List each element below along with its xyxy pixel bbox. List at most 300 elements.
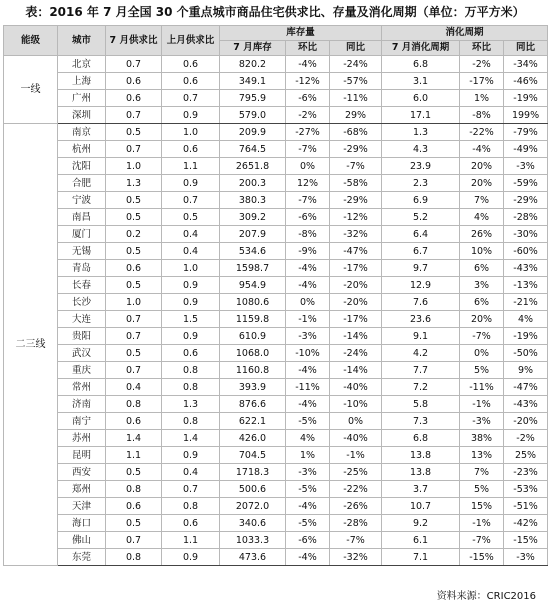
city-cell: 合肥 <box>58 175 106 192</box>
city-cell: 贵阳 <box>58 328 106 345</box>
value-cell: 3% <box>460 277 504 294</box>
value-cell: 0.6 <box>106 73 162 90</box>
value-cell: 1.1 <box>162 158 220 175</box>
value-cell: 0% <box>330 413 382 430</box>
value-cell: -8% <box>460 107 504 124</box>
value-cell: 0.9 <box>162 294 220 311</box>
value-cell: 704.5 <box>220 447 286 464</box>
table-row <box>4 73 548 90</box>
value-cell: 1.0 <box>106 294 162 311</box>
city-cell: 青岛 <box>58 260 106 277</box>
value-cell: -22% <box>330 481 382 498</box>
table-row <box>4 549 548 566</box>
value-cell: -11% <box>460 379 504 396</box>
value-cell: 1068.0 <box>220 345 286 362</box>
value-cell: 10.7 <box>382 498 460 515</box>
value-cell: 6.1 <box>382 532 460 549</box>
value-cell: 2651.8 <box>220 158 286 175</box>
value-cell: 12.9 <box>382 277 460 294</box>
value-cell: 4% <box>504 311 548 328</box>
table-row <box>4 192 548 209</box>
value-cell: 0.7 <box>106 107 162 124</box>
value-cell: 0.7 <box>162 192 220 209</box>
value-cell: -8% <box>286 226 330 243</box>
value-cell: 207.9 <box>220 226 286 243</box>
value-cell: -1% <box>286 311 330 328</box>
value-cell: 1.0 <box>106 158 162 175</box>
tier-cell: 二三线 <box>4 124 58 566</box>
table-row <box>4 498 548 515</box>
value-cell: -7% <box>286 192 330 209</box>
city-cell: 北京 <box>58 56 106 73</box>
header-tier: 能级 <box>4 26 58 56</box>
value-cell: 25% <box>504 447 548 464</box>
value-cell: 393.9 <box>220 379 286 396</box>
city-cell: 海口 <box>58 515 106 532</box>
value-cell: -28% <box>330 515 382 532</box>
city-cell: 武汉 <box>58 345 106 362</box>
header-inventory-mom: 环比 <box>286 41 330 56</box>
table-row <box>4 175 548 192</box>
value-cell: -79% <box>504 124 548 141</box>
value-cell: -7% <box>330 532 382 549</box>
value-cell: 0.9 <box>162 328 220 345</box>
table-row <box>4 260 548 277</box>
value-cell: -19% <box>504 90 548 107</box>
value-cell: 0.9 <box>162 447 220 464</box>
value-cell: -47% <box>330 243 382 260</box>
value-cell: 4.3 <box>382 141 460 158</box>
header-city: 城市 <box>58 26 106 56</box>
value-cell: -26% <box>330 498 382 515</box>
value-cell: 0.6 <box>162 515 220 532</box>
value-cell: -27% <box>286 124 330 141</box>
value-cell: -32% <box>330 549 382 566</box>
table-row <box>4 141 548 158</box>
value-cell: 20% <box>460 175 504 192</box>
value-cell: 29% <box>330 107 382 124</box>
header-digestion-jul: 7 月消化周期 <box>382 41 460 56</box>
value-cell: -43% <box>504 396 548 413</box>
city-cell: 天津 <box>58 498 106 515</box>
value-cell: -10% <box>286 345 330 362</box>
value-cell: 5% <box>460 481 504 498</box>
value-cell: -60% <box>504 243 548 260</box>
city-cell: 大连 <box>58 311 106 328</box>
value-cell: 1160.8 <box>220 362 286 379</box>
city-cell: 长春 <box>58 277 106 294</box>
value-cell: 0.5 <box>106 277 162 294</box>
value-cell: 0.7 <box>106 328 162 345</box>
value-cell: -3% <box>286 464 330 481</box>
value-cell: -4% <box>286 56 330 73</box>
city-cell: 昆明 <box>58 447 106 464</box>
value-cell: 1.3 <box>382 124 460 141</box>
value-cell: 20% <box>460 311 504 328</box>
value-cell: 0.8 <box>106 396 162 413</box>
value-cell: -40% <box>330 379 382 396</box>
value-cell: -20% <box>504 413 548 430</box>
value-cell: 6.8 <box>382 56 460 73</box>
value-cell: 0.4 <box>162 464 220 481</box>
value-cell: 0.5 <box>106 464 162 481</box>
value-cell: 0.8 <box>162 498 220 515</box>
value-cell: -22% <box>460 124 504 141</box>
value-cell: -20% <box>330 277 382 294</box>
value-cell: -46% <box>504 73 548 90</box>
value-cell: -1% <box>330 447 382 464</box>
header-inventory-jul: 7 月库存 <box>220 41 286 56</box>
value-cell: 0.7 <box>106 532 162 549</box>
value-cell: 0.7 <box>162 90 220 107</box>
value-cell: -1% <box>460 396 504 413</box>
table-row <box>4 56 548 73</box>
value-cell: 0.8 <box>162 413 220 430</box>
value-cell: -7% <box>460 532 504 549</box>
value-cell: 0.4 <box>162 243 220 260</box>
value-cell: -40% <box>330 430 382 447</box>
value-cell: -57% <box>330 73 382 90</box>
city-cell: 厦门 <box>58 226 106 243</box>
value-cell: 764.5 <box>220 141 286 158</box>
value-cell: 13.8 <box>382 447 460 464</box>
value-cell: 473.6 <box>220 549 286 566</box>
value-cell: 6% <box>460 294 504 311</box>
value-cell: -42% <box>504 515 548 532</box>
value-cell: 20% <box>460 158 504 175</box>
value-cell: -58% <box>330 175 382 192</box>
header-jul-ratio: 7 月供求比 <box>106 26 162 56</box>
value-cell: 9.2 <box>382 515 460 532</box>
value-cell: 1.3 <box>162 396 220 413</box>
value-cell: -4% <box>286 260 330 277</box>
table-row <box>4 107 548 124</box>
value-cell: 1.5 <box>162 311 220 328</box>
table-row <box>4 379 548 396</box>
value-cell: -51% <box>504 498 548 515</box>
table-body <box>4 56 548 566</box>
value-cell: -3% <box>460 413 504 430</box>
value-cell: -20% <box>330 294 382 311</box>
value-cell: 15% <box>460 498 504 515</box>
value-cell: 3.7 <box>382 481 460 498</box>
value-cell: -49% <box>504 141 548 158</box>
value-cell: -25% <box>330 464 382 481</box>
value-cell: -4% <box>286 362 330 379</box>
value-cell: 622.1 <box>220 413 286 430</box>
value-cell: 0.9 <box>162 549 220 566</box>
table-row <box>4 345 548 362</box>
value-cell: 0.5 <box>106 243 162 260</box>
value-cell: -24% <box>330 345 382 362</box>
city-cell: 沈阳 <box>58 158 106 175</box>
value-cell: 38% <box>460 430 504 447</box>
value-cell: 1.4 <box>106 430 162 447</box>
value-cell: -3% <box>504 549 548 566</box>
value-cell: -6% <box>286 90 330 107</box>
value-cell: -12% <box>330 209 382 226</box>
value-cell: 0.7 <box>106 56 162 73</box>
value-cell: 1.3 <box>106 175 162 192</box>
value-cell: 1% <box>460 90 504 107</box>
value-cell: -15% <box>504 532 548 549</box>
city-cell: 深圳 <box>58 107 106 124</box>
value-cell: -68% <box>330 124 382 141</box>
value-cell: -14% <box>330 362 382 379</box>
value-cell: 0.5 <box>162 209 220 226</box>
value-cell: -11% <box>286 379 330 396</box>
value-cell: 6.7 <box>382 243 460 260</box>
city-cell: 南宁 <box>58 413 106 430</box>
value-cell: 0.6 <box>106 90 162 107</box>
value-cell: 0.6 <box>162 345 220 362</box>
value-cell: -7% <box>330 158 382 175</box>
value-cell: 1.0 <box>162 124 220 141</box>
value-cell: 1033.3 <box>220 532 286 549</box>
value-cell: 0.8 <box>162 362 220 379</box>
value-cell: 7.3 <box>382 413 460 430</box>
value-cell: 0% <box>460 345 504 362</box>
value-cell: 1080.6 <box>220 294 286 311</box>
value-cell: -12% <box>286 73 330 90</box>
value-cell: -59% <box>504 175 548 192</box>
value-cell: -4% <box>286 396 330 413</box>
value-cell: -2% <box>460 56 504 73</box>
table-row <box>4 328 548 345</box>
value-cell: 0.4 <box>162 226 220 243</box>
value-cell: 426.0 <box>220 430 286 447</box>
city-cell: 上海 <box>58 73 106 90</box>
value-cell: -11% <box>330 90 382 107</box>
value-cell: 1% <box>286 447 330 464</box>
value-cell: 26% <box>460 226 504 243</box>
table-row <box>4 532 548 549</box>
value-cell: 199% <box>504 107 548 124</box>
value-cell: 0.6 <box>106 498 162 515</box>
value-cell: 13% <box>460 447 504 464</box>
value-cell: 13.8 <box>382 464 460 481</box>
header-inventory-yoy: 同比 <box>330 41 382 56</box>
value-cell: 23.6 <box>382 311 460 328</box>
value-cell: 9.7 <box>382 260 460 277</box>
city-cell: 南京 <box>58 124 106 141</box>
value-cell: 209.9 <box>220 124 286 141</box>
city-cell: 东莞 <box>58 549 106 566</box>
table-row <box>4 464 548 481</box>
value-cell: 1.0 <box>162 260 220 277</box>
value-cell: 7% <box>460 192 504 209</box>
value-cell: 0% <box>286 294 330 311</box>
value-cell: 309.2 <box>220 209 286 226</box>
table-header <box>4 26 548 56</box>
value-cell: 7% <box>460 464 504 481</box>
value-cell: 954.9 <box>220 277 286 294</box>
value-cell: -6% <box>286 209 330 226</box>
value-cell: -17% <box>330 311 382 328</box>
header-digestion-mom: 环比 <box>460 41 504 56</box>
value-cell: -30% <box>504 226 548 243</box>
value-cell: -47% <box>504 379 548 396</box>
city-cell: 长沙 <box>58 294 106 311</box>
value-cell: 6.4 <box>382 226 460 243</box>
value-cell: -34% <box>504 56 548 73</box>
value-cell: -1% <box>460 515 504 532</box>
value-cell: 0% <box>286 158 330 175</box>
value-cell: -2% <box>286 107 330 124</box>
value-cell: 0.7 <box>106 141 162 158</box>
value-cell: 7.6 <box>382 294 460 311</box>
value-cell: 5% <box>460 362 504 379</box>
city-cell: 重庆 <box>58 362 106 379</box>
value-cell: -21% <box>504 294 548 311</box>
value-cell: 4% <box>286 430 330 447</box>
value-cell: -5% <box>286 413 330 430</box>
value-cell: 0.5 <box>106 124 162 141</box>
value-cell: 610.9 <box>220 328 286 345</box>
value-cell: -7% <box>460 328 504 345</box>
value-cell: 820.2 <box>220 56 286 73</box>
city-cell: 郑州 <box>58 481 106 498</box>
value-cell: 349.1 <box>220 73 286 90</box>
value-cell: 0.9 <box>162 107 220 124</box>
value-cell: -4% <box>286 549 330 566</box>
value-cell: 380.3 <box>220 192 286 209</box>
value-cell: 10% <box>460 243 504 260</box>
value-cell: 200.3 <box>220 175 286 192</box>
value-cell: 0.6 <box>162 56 220 73</box>
table-row <box>4 515 548 532</box>
value-cell: -4% <box>286 277 330 294</box>
city-cell: 广州 <box>58 90 106 107</box>
value-cell: -29% <box>330 141 382 158</box>
value-cell: -3% <box>286 328 330 345</box>
value-cell: 0.9 <box>162 175 220 192</box>
value-cell: 876.6 <box>220 396 286 413</box>
value-cell: 1.1 <box>162 532 220 549</box>
city-cell: 常州 <box>58 379 106 396</box>
value-cell: -43% <box>504 260 548 277</box>
table-row <box>4 124 548 141</box>
tier-cell: 一线 <box>4 56 58 124</box>
value-cell: -4% <box>286 498 330 515</box>
value-cell: -2% <box>504 430 548 447</box>
table-row <box>4 90 548 107</box>
table-row <box>4 209 548 226</box>
table-row <box>4 481 548 498</box>
value-cell: 0.7 <box>162 481 220 498</box>
city-cell: 无锡 <box>58 243 106 260</box>
header-digestion-group: 消化周期 <box>382 26 548 41</box>
value-cell: -32% <box>330 226 382 243</box>
value-cell: 6.0 <box>382 90 460 107</box>
value-cell: 579.0 <box>220 107 286 124</box>
value-cell: 12% <box>286 175 330 192</box>
value-cell: 5.8 <box>382 396 460 413</box>
value-cell: 7.2 <box>382 379 460 396</box>
value-cell: -3% <box>504 158 548 175</box>
value-cell: -15% <box>460 549 504 566</box>
value-cell: 534.6 <box>220 243 286 260</box>
value-cell: 0.9 <box>162 277 220 294</box>
value-cell: -19% <box>504 328 548 345</box>
table-row <box>4 158 548 175</box>
value-cell: 0.7 <box>106 362 162 379</box>
value-cell: -17% <box>460 73 504 90</box>
value-cell: 0.6 <box>162 73 220 90</box>
value-cell: 0.7 <box>106 311 162 328</box>
value-cell: 0.5 <box>106 515 162 532</box>
value-cell: 0.6 <box>106 413 162 430</box>
value-cell: 1.4 <box>162 430 220 447</box>
city-cell: 佛山 <box>58 532 106 549</box>
table-title: 表：2016 年 7 月全国 30 个重点城市商品住宅供求比、存量及消化周期（单位：万平方米） <box>25 5 525 19</box>
value-cell: 1.1 <box>106 447 162 464</box>
value-cell: 7.7 <box>382 362 460 379</box>
value-cell: 340.6 <box>220 515 286 532</box>
header-jun-ratio: 上月供求比 <box>162 26 220 56</box>
city-cell: 杭州 <box>58 141 106 158</box>
value-cell: 5.2 <box>382 209 460 226</box>
value-cell: 2072.0 <box>220 498 286 515</box>
table-row <box>4 294 548 311</box>
table-row <box>4 243 548 260</box>
value-cell: -7% <box>286 141 330 158</box>
value-cell: 1159.8 <box>220 311 286 328</box>
value-cell: 9% <box>504 362 548 379</box>
value-cell: 1718.3 <box>220 464 286 481</box>
value-cell: -23% <box>504 464 548 481</box>
city-cell: 南昌 <box>58 209 106 226</box>
value-cell: -4% <box>460 141 504 158</box>
value-cell: 0.6 <box>106 260 162 277</box>
value-cell: -5% <box>286 515 330 532</box>
source-note: 资料来源：CRIC2016 <box>436 591 536 602</box>
value-cell: -10% <box>330 396 382 413</box>
value-cell: 0.4 <box>106 379 162 396</box>
value-cell: 4.2 <box>382 345 460 362</box>
city-cell: 济南 <box>58 396 106 413</box>
value-cell: -6% <box>286 532 330 549</box>
value-cell: 9.1 <box>382 328 460 345</box>
value-cell: 4% <box>460 209 504 226</box>
value-cell: 0.8 <box>106 481 162 498</box>
table-row <box>4 430 548 447</box>
table-row <box>4 447 548 464</box>
value-cell: 3.1 <box>382 73 460 90</box>
value-cell: -29% <box>330 192 382 209</box>
data-table <box>3 25 548 566</box>
table-row <box>4 311 548 328</box>
city-cell: 苏州 <box>58 430 106 447</box>
value-cell: 7.1 <box>382 549 460 566</box>
value-cell: -9% <box>286 243 330 260</box>
value-cell: 6% <box>460 260 504 277</box>
value-cell: 23.9 <box>382 158 460 175</box>
value-cell: 0.8 <box>162 379 220 396</box>
value-cell: 17.1 <box>382 107 460 124</box>
value-cell: 0.5 <box>106 345 162 362</box>
value-cell: 6.9 <box>382 192 460 209</box>
table-row <box>4 396 548 413</box>
value-cell: -14% <box>330 328 382 345</box>
value-cell: -5% <box>286 481 330 498</box>
table-row <box>4 277 548 294</box>
city-cell: 西安 <box>58 464 106 481</box>
city-cell: 宁波 <box>58 192 106 209</box>
value-cell: 0.2 <box>106 226 162 243</box>
table-row <box>4 226 548 243</box>
value-cell: -13% <box>504 277 548 294</box>
